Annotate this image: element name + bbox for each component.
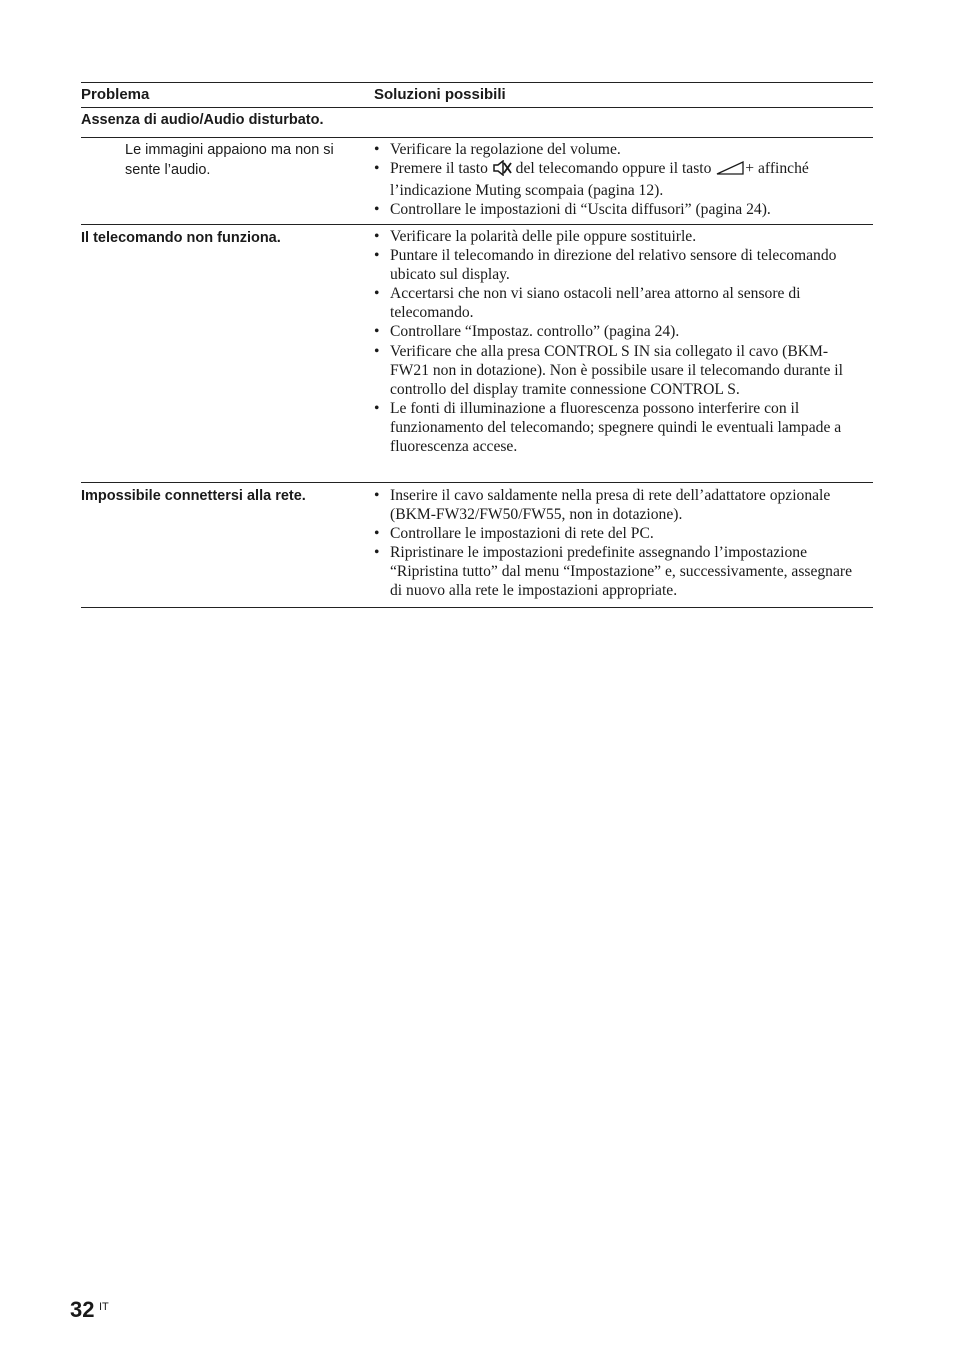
group-rule [81,137,873,138]
mute-icon [492,160,512,181]
table-bottom-rule [81,607,873,608]
row-rule [81,224,873,225]
problem-no-audio: Le immagini appaiono ma non si sente l’audio. [125,142,334,178]
solutions-remote [374,227,864,456]
problem-remote: Il telecomando non funziona. [81,230,281,246]
text-fragment: Premere il tasto [390,160,492,178]
list-item: • Verificare la polarità delle pile oppure sostituirle. [374,227,864,246]
row-rule [81,482,873,483]
header-solutions: Soluzioni possibili [374,86,506,103]
list-item: • Accertarsi che non vi siano ostacoli nell’area attorno al sensore di telecomando. [374,284,864,322]
list-item: • Puntare il telecomando in direzione del relativo sensore di telecomando ubicato sul display. [374,246,864,284]
group-title: Assenza di audio/Audio disturbato. [81,112,324,128]
solutions-no-audio [374,140,864,219]
list-item: • Ripristinare le impostazioni predefinite assegnando l’impostazione “Ripristina tutto” dal menu “Impostazione” e, successivamente, assegnare di nuovo alla rete le impostazioni appropriate. [374,543,864,600]
problem-network: Impossibile connettersi alla rete. [81,488,306,504]
language-code: IT [99,1301,109,1313]
list-item: • Verificare che alla presa CONTROL S IN sia collegato il cavo (BKM-FW21 non in dotazione). Non è possibile usare il telecomando durante il controllo del display tramite connessione CONTROL S. [374,342,864,399]
header-problem: Problema [81,86,150,103]
solutions-network [374,486,864,601]
list-item [374,159,864,200]
text-fragment: + affinché l’indicazione Muting scompaia (pagina 12). [390,160,809,200]
list-item: • Controllare “Impostaz. controllo” (pagina 24). [374,322,864,341]
text-fragment: del telecomando oppure il tasto [511,160,716,178]
page-number: 32 [70,1297,95,1322]
list-item: • Controllare le impostazioni di “Uscita diffusori” (pagina 24). [374,200,864,219]
table-top-rule [81,82,873,83]
list-item: • Verificare la regolazione del volume. [374,140,864,159]
list-item: • Le fonti di illuminazione a fluorescenza possono interferire con il funzionamento del telecomando; spegnere quindi le eventuali lampade a fluorescenza accese. [374,399,864,456]
list-item: • Inserire il cavo saldamente nella presa di rete dell’adattatore opzionale (BKM-FW32/FW50/FW55, non in dotazione). [374,486,864,524]
volume-icon [715,160,745,181]
list-item: • Controllare le impostazioni di rete del PC. [374,524,864,543]
header-rule [81,107,873,108]
